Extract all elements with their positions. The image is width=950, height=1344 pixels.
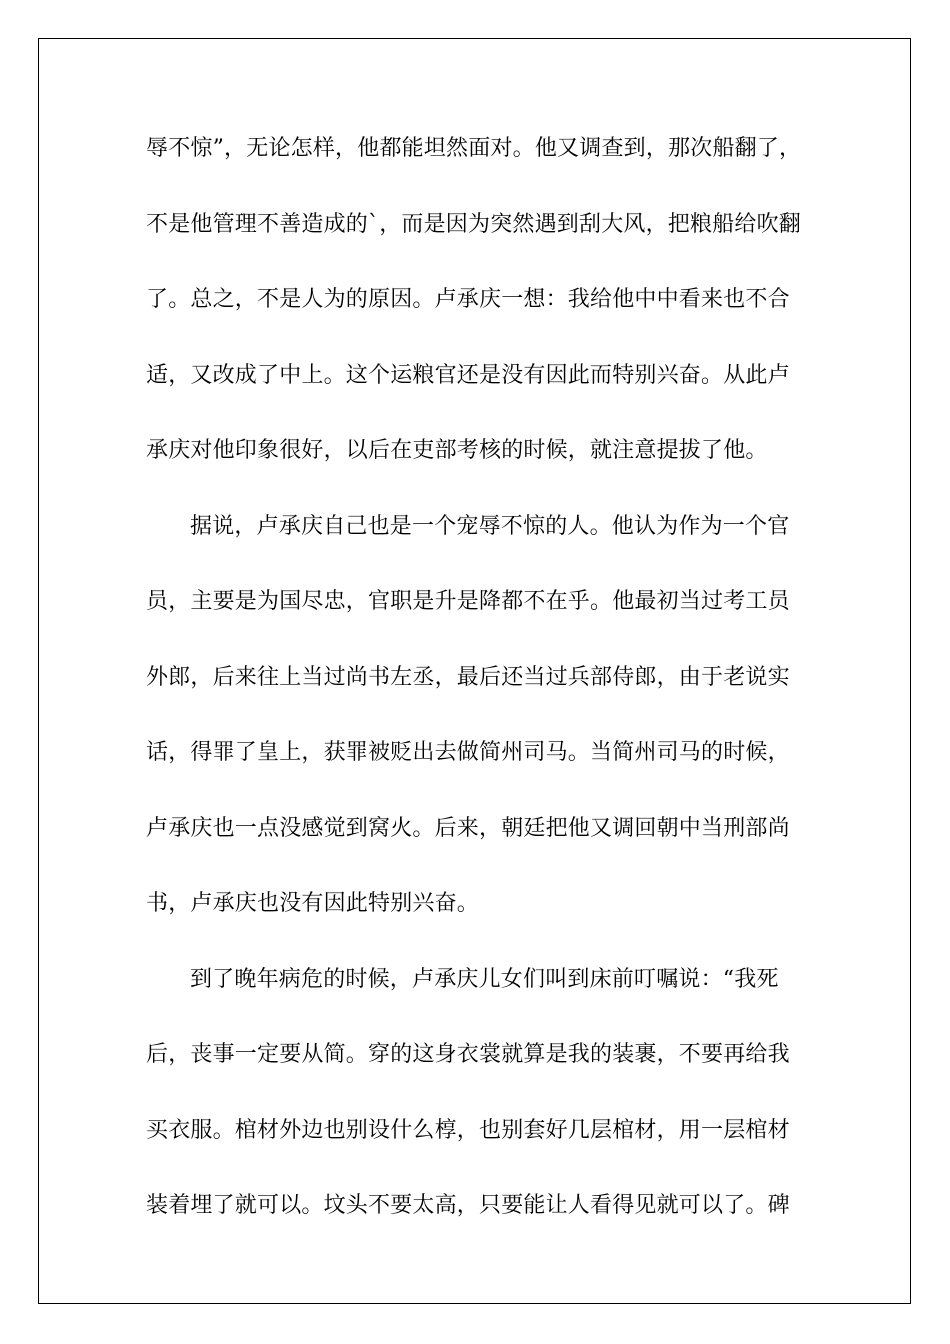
paragraph-start-line: 据说，卢承庆自己也是一个宠辱不惊的人。他认为作为一个官 — [190, 513, 790, 539]
text-line: 话，得罪了皇上，获罪被贬出去做简州司马。当简州司马的时候， — [146, 740, 790, 765]
document-body — [146, 128, 806, 1261]
text-line: 适，又改成了中上。这个运粮官还是没有因此而特别兴奋。从此卢 — [146, 362, 790, 388]
text-line: 书，卢承庆也没有因此特别兴奋。 — [146, 891, 480, 916]
text-line: 不是他管理不善造成的`，而是因为突然遇到刮大风，把粮船给吹翻 — [146, 211, 802, 237]
text-line: 装着埋了就可以。坟头不要太高，只要能让人看得见就可以了。碑 — [146, 1193, 790, 1218]
text-line: 外郎，后来往上当过尚书左丞，最后还当过兵部侍郎，由于老说实 — [146, 664, 790, 690]
paragraph-start-line: 到了晚年病危的时候，卢承庆儿女们叫到床前叮嘱说：“我死 — [190, 966, 779, 992]
text-line: 买衣服。棺材外边也别设什么椁，也别套好几层棺材，用一层棺材 — [146, 1117, 790, 1143]
text-line: 了。总之，不是人为的原因。卢承庆一想：我给他中中看来也不合 — [146, 287, 790, 312]
text-line: 员，主要是为国尽忠，官职是升是降都不在乎。他最初当过考工员 — [146, 589, 790, 614]
text-line: 卢承庆也一点没感觉到窝火。后来，朝廷把他又调回朝中当刑部尚 — [146, 815, 790, 841]
text-line: 后，丧事一定要从简。穿的这身衣裳就算是我的装裹，不要再给我 — [146, 1042, 790, 1067]
text-line: 承庆对他印象很好，以后在吏部考核的时候，就注意提拔了他。 — [146, 438, 768, 463]
text-line: 辱不惊”，无论怎样，他都能坦然面对。他又调查到，那次船翻了， — [146, 136, 802, 161]
